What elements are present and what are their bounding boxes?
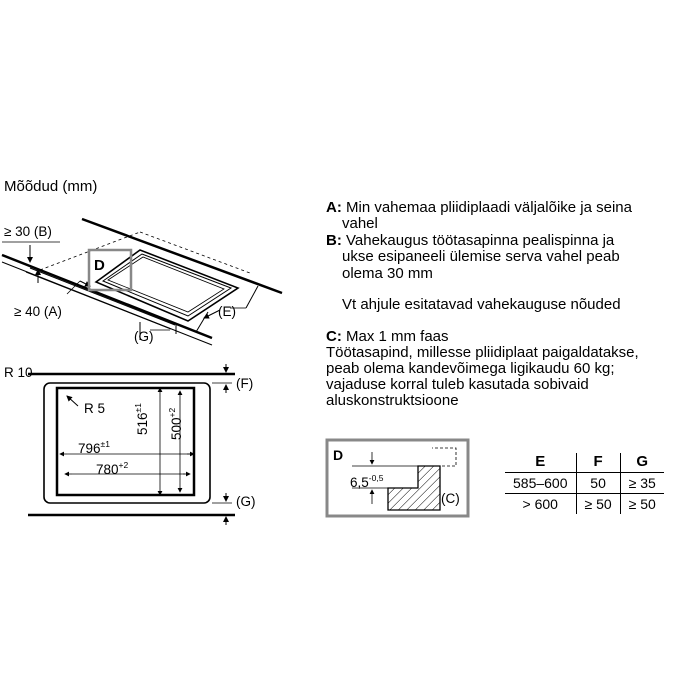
legend-c-text: Max 1 mm faas <box>346 328 449 345</box>
table-header: G <box>620 453 664 473</box>
dim-796-value: 796 <box>78 441 101 456</box>
drawing-title: Mõõdud (mm) <box>4 178 98 195</box>
legend <box>326 200 694 420</box>
dim-780-value: 780 <box>96 462 119 477</box>
table-cell: > 600 <box>522 496 558 512</box>
dim-516 <box>130 403 151 435</box>
cutout-view <box>28 364 235 525</box>
dim-500-value: 500 <box>169 417 184 440</box>
legend-b-text: Vahekaugus töötasapinna pealispinna ja <box>346 232 615 249</box>
label-b-clearance: ≥ 30 (B) <box>4 224 52 239</box>
table-header: F <box>576 453 620 473</box>
dim-796 <box>78 436 110 457</box>
dim-780 <box>96 457 128 478</box>
dim-516-value: 516 <box>135 412 150 435</box>
dim-780-tolerance: +2 <box>118 460 129 470</box>
table-row <box>505 494 664 515</box>
table-header: E <box>505 453 576 473</box>
dim-500-tolerance: +2 <box>167 407 177 418</box>
legend-b-key: B: <box>326 232 342 249</box>
legend-a-text-2: vahel <box>342 215 378 232</box>
legend-c-key: C: <box>326 328 342 345</box>
detail-label-d: D <box>333 447 344 463</box>
detail-dim-tolerance: -0,5 <box>368 473 384 483</box>
dim-796-tolerance: ±1 <box>100 439 110 449</box>
detail-label-c: (C) <box>441 491 460 506</box>
label-r5: R 5 <box>84 401 106 416</box>
legend-a-key: A: <box>326 199 342 216</box>
legend-c-text-4: vajaduse korral tuleb kasutada sobivaid <box>326 376 589 393</box>
legend-c-text-3: peab olema kandevõimega ligikaudu 60 kg; <box>326 360 615 377</box>
legend-b-text-3: olema 30 mm <box>342 265 433 282</box>
clearance-table <box>505 453 664 514</box>
label-d-callout: D <box>94 257 105 274</box>
table-cell: ≥ 50 <box>576 494 620 515</box>
detail-dim-value: 6,5 <box>350 475 369 490</box>
table-header-row <box>505 453 664 473</box>
detail-dim <box>350 470 383 491</box>
legend-a-text: Min vahemaa pliidiplaadi väljalõike ja seina <box>346 199 632 216</box>
label-g-front: (G) <box>236 494 256 509</box>
label-e: (E) <box>218 304 236 319</box>
table-cell: ≥ 50 <box>620 494 664 515</box>
label-a-clearance: ≥ 40 (A) <box>14 304 62 319</box>
label-f: (F) <box>236 376 254 391</box>
legend-note: Vt ahjule esitatavad vahekauguse nõuded <box>342 296 621 313</box>
table-row <box>505 473 664 494</box>
legend-b-text-2: ukse esipaneeli ülemise serva vahel peab <box>342 248 620 265</box>
legend-c-text-2: Töötasapind, millesse pliidiplaat paigaldatakse, <box>326 344 639 361</box>
label-r10: R 10 <box>4 365 33 380</box>
dim-500 <box>164 408 185 440</box>
dim-516-tolerance: ±1 <box>133 403 143 413</box>
legend-c-text-5: aluskonstruktsioone <box>326 392 459 409</box>
label-g-top: (G) <box>134 329 154 344</box>
table-cell: 585–600 <box>505 473 576 494</box>
table-cell: 50 <box>576 473 620 494</box>
table-cell: ≥ 35 <box>620 473 664 494</box>
